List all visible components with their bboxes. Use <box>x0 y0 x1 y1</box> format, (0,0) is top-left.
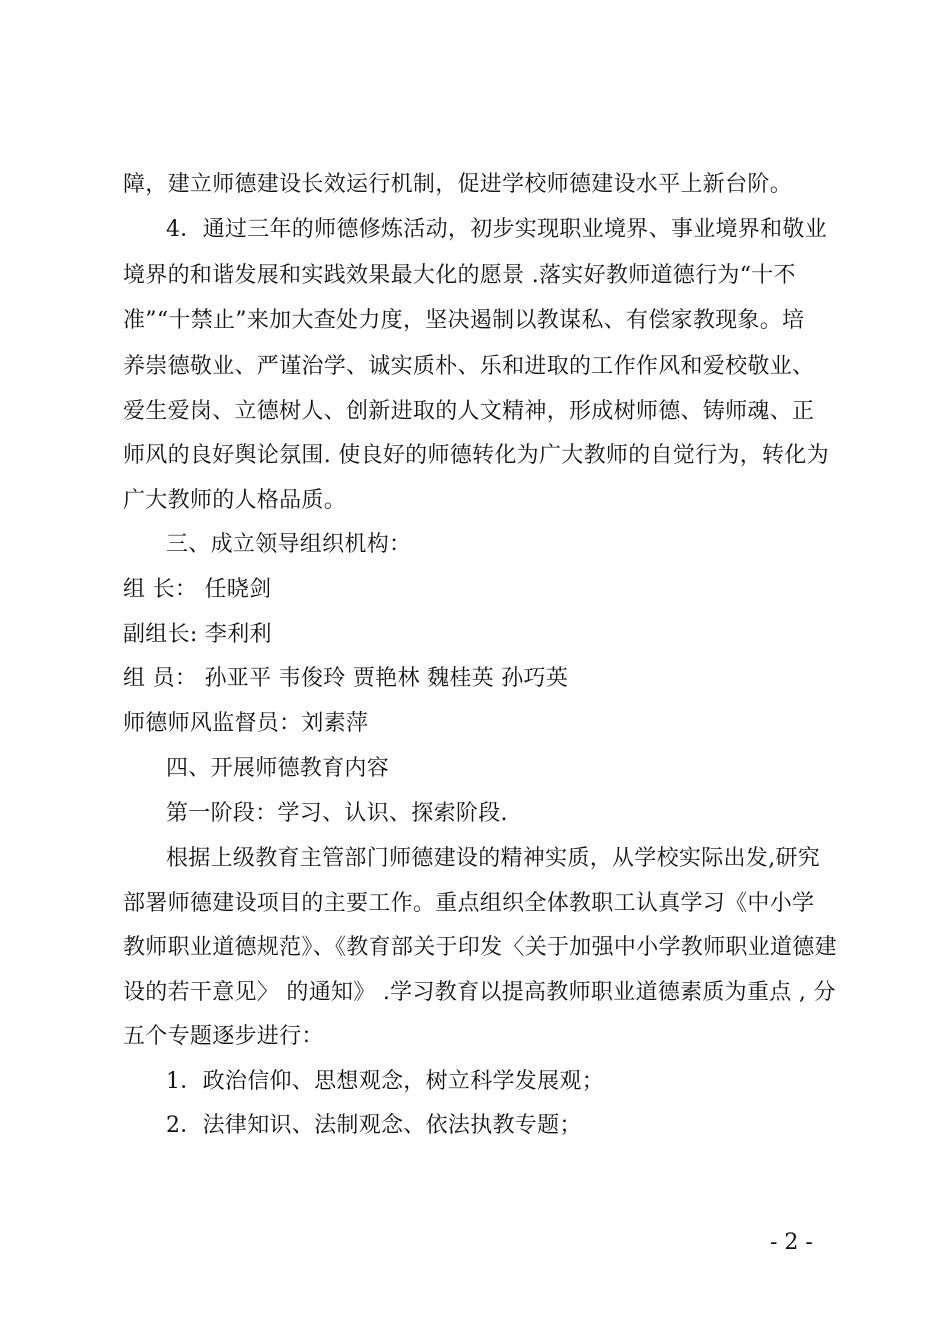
deputy-leader-line: 副组长: 李利利 <box>123 622 272 647</box>
list-item: 2．法律知识、法制观念、依法执教专题； <box>166 1113 582 1138</box>
paragraph-line: 障，建立师德建设长效运行机制，促进学校师德建设水平上新台阶。 <box>123 172 793 197</box>
paragraph-line: 师风的良好舆论氛围. 使良好的师德转化为广大教师的自觉行为，转化为 <box>123 443 829 468</box>
paragraph-line: 爱生爱岗、立德树人、创新进取的人文精神，形成树师德、铸师魂、正 <box>123 399 815 424</box>
paragraph-line: 根据上级教育主管部门师德建设的精神实质，从学校实际出发,研究 <box>166 846 820 871</box>
paragraph-line: 广大教师的人格品质。 <box>123 488 347 513</box>
paragraph-line: 4．通过三年的师德修炼活动，初步实现职业境界、事业境界和敬业 <box>166 217 827 242</box>
paragraph-line: 部署师德建设项目的主要工作。重点组织全体教职工认真学习《中小学 <box>123 891 815 916</box>
paragraph-line: 养崇德敬业、严谨治学、诚实质朴、乐和进取的工作作风和爱校敬业、 <box>123 354 815 379</box>
list-item: 1．政治信仰、思想观念，树立科学发展观； <box>166 1069 604 1094</box>
paragraph-line: 教师职业道德规范》、《教育部关于印发〈关于加强中小学教师职业道德建 <box>123 935 837 960</box>
paragraph-line: 境界的和谐发展和实践效果最大化的愿景 .落实好教师道德行为“十不 <box>123 263 796 288</box>
page-number: - 2 - <box>770 1230 813 1255</box>
paragraph-line: 准”“十禁止”来加大查处力度，坚决遏制以教谋私、有偿家教现象。培 <box>123 308 805 333</box>
paragraph-line: 设的若干意见〉 的通知》 .学习教育以提高教师职业道德素质为重点 , 分 <box>123 980 836 1005</box>
members-line: 组 员： 孙亚平 韦俊玲 贾艳林 魏桂英 孙巧英 <box>123 666 569 691</box>
leader-line: 组 长： 任晓剑 <box>123 577 272 602</box>
section-heading: 四、开展师德教育内容 <box>166 756 390 781</box>
stage-heading: 第一阶段：学习、认识、探索阶段. <box>166 801 508 826</box>
paragraph-line: 五个专题逐步进行： <box>123 1024 324 1049</box>
supervisor-line: 师德师风监督员：刘素萍 <box>123 711 369 736</box>
section-heading: 三、成立领导组织机构： <box>166 532 412 557</box>
